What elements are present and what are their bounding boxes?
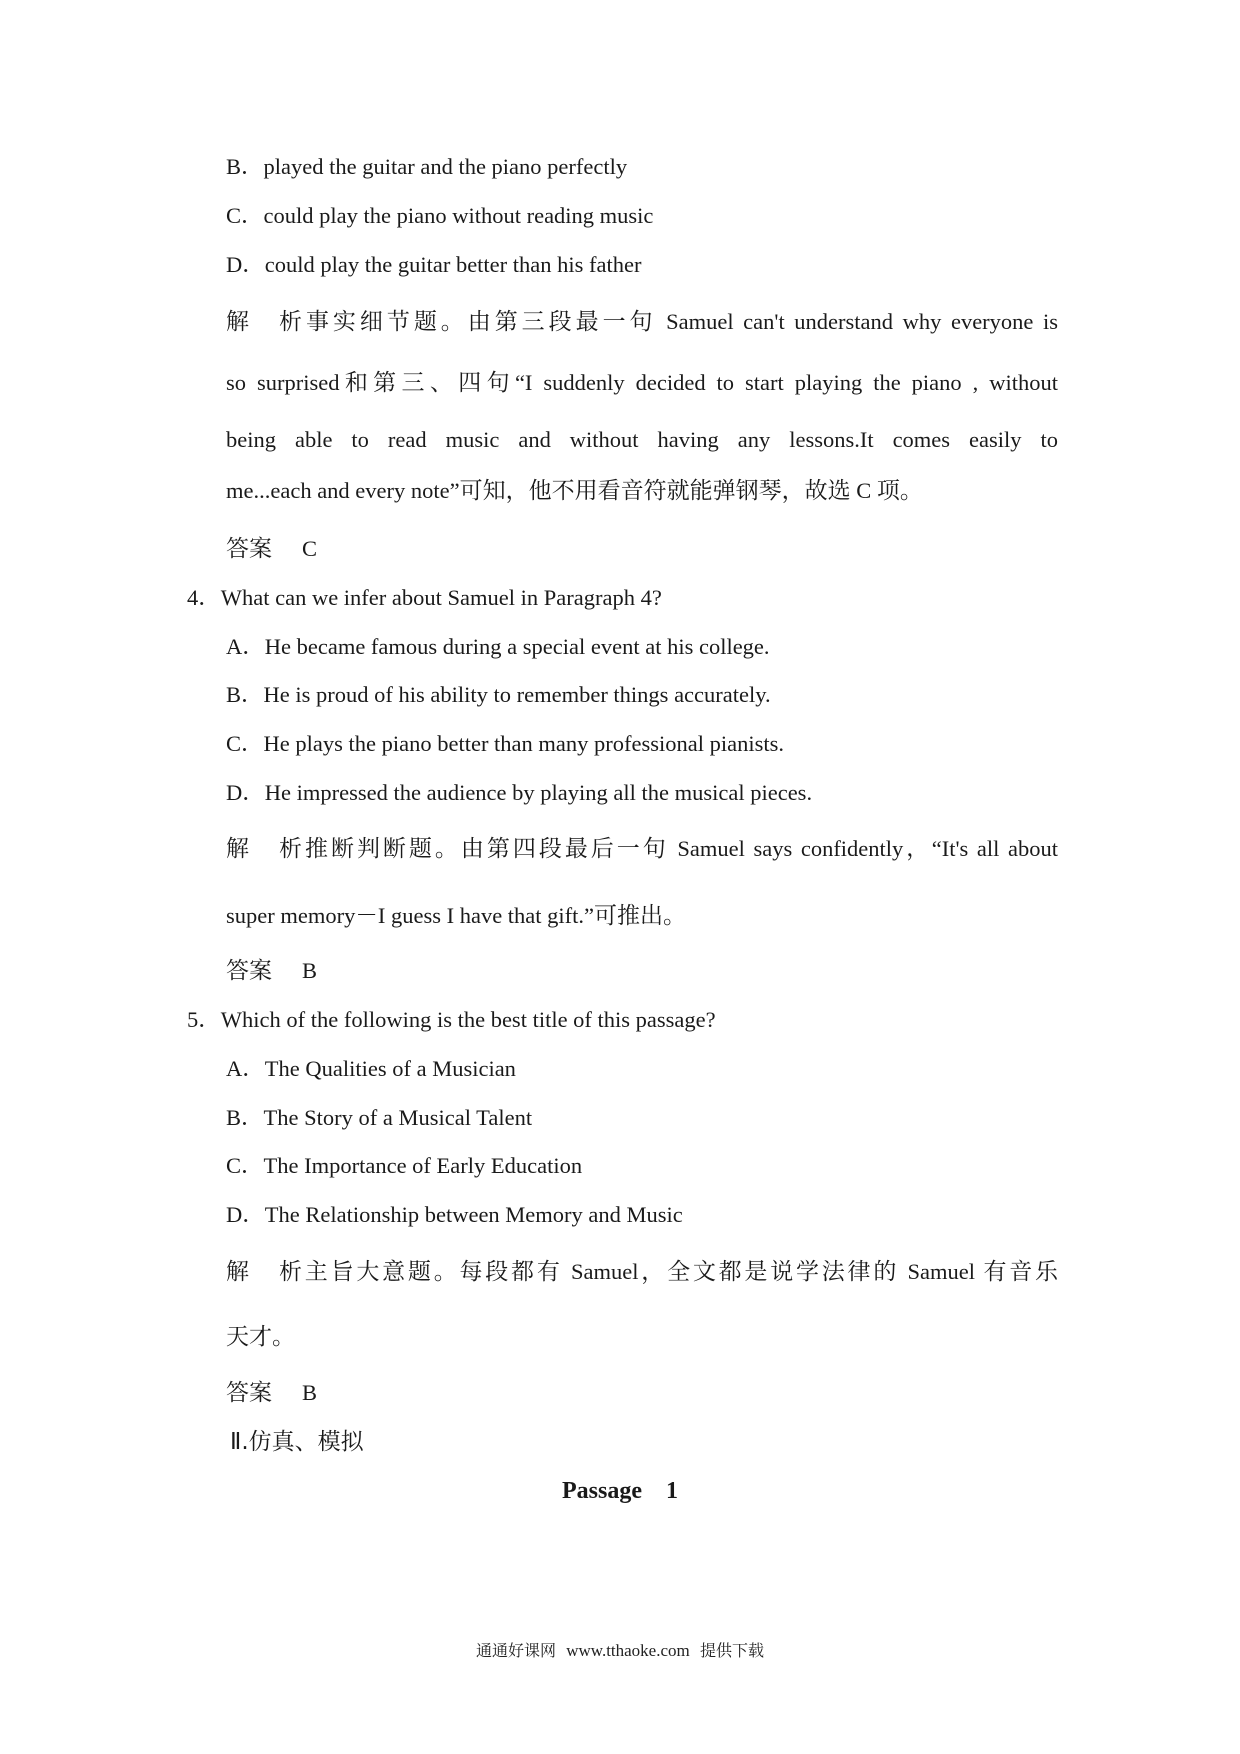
q5-option-c: C．The Importance of Early Education bbox=[226, 1153, 583, 1178]
q5-explanation-line-2: 天才。 bbox=[226, 1324, 295, 1350]
q4-option-a: A．He became famous during a special event at his college. bbox=[226, 634, 770, 659]
q5-option-d: D．The Relationship between Memory and Music bbox=[226, 1202, 683, 1227]
q3-explanation-line-4: me...each and every note”可知，他不用看音符就能弹钢琴，故选 C 项。 bbox=[226, 478, 923, 504]
answer-tag: 答案 bbox=[226, 1380, 272, 1406]
q3-option-b: B．played the guitar and the piano perfectly bbox=[226, 154, 628, 179]
q5-option-b: B．The Story of a Musical Talent bbox=[226, 1105, 533, 1130]
q4-option-c: C．He plays the piano better than many professional pianists. bbox=[226, 731, 785, 756]
answer-value: B bbox=[302, 958, 318, 983]
section-heading: Ⅱ.仿真、模拟 bbox=[230, 1429, 364, 1455]
q3-explanation-line-2: so surprised和第三、四句“I suddenly decided to start playing the piano , without bbox=[226, 370, 1058, 396]
q4-option-b: B．He is proud of his ability to remember things accurately. bbox=[226, 682, 771, 707]
q3-option-c: C．could play the piano without reading music bbox=[226, 203, 654, 228]
q4-answer bbox=[226, 956, 317, 986]
q5-option-a: A．The Qualities of a Musician bbox=[226, 1056, 516, 1081]
footer-site-name: 通通好课网 bbox=[476, 1641, 557, 1660]
q5-explanation-line-1: 解析主旨大意题。每段都有 Samuel，全文都是说学法律的 Samuel 有音乐 bbox=[226, 1259, 1059, 1285]
footer-suffix: 提供下载 bbox=[699, 1641, 764, 1660]
q3-explanation-line-3: being able to read music and without having any lessons.It comes easily to bbox=[226, 427, 1058, 452]
footer-url: www.tthaoke.com bbox=[566, 1641, 690, 1660]
q4-explanation-line-2: super memory－I guess I have that gift.”可推出。 bbox=[226, 903, 687, 929]
q3-option-d: D．could play the guitar better than his father bbox=[226, 252, 642, 277]
q4-stem: 4．What can we infer about Samuel in Paragraph 4? bbox=[187, 585, 662, 610]
answer-value: B bbox=[302, 1380, 318, 1405]
explanation-tag: 解析 bbox=[226, 309, 302, 335]
page-footer bbox=[0, 1640, 1240, 1662]
q5-answer bbox=[226, 1378, 317, 1408]
q3-answer bbox=[226, 534, 317, 564]
q4-explanation-line-1: 解析推断判断题。由第四段最后一句 Samuel says confidently，“It's all about bbox=[226, 836, 1059, 862]
q5-stem: 5．Which of the following is the best title of this passage? bbox=[187, 1007, 716, 1032]
answer-tag: 答案 bbox=[226, 958, 272, 984]
q4-option-d: D．He impressed the audience by playing all the musical pieces. bbox=[226, 780, 813, 805]
explanation-tag: 解析 bbox=[226, 1259, 302, 1285]
answer-value: C bbox=[302, 536, 318, 561]
answer-tag: 答案 bbox=[226, 536, 272, 562]
explanation-tag: 解析 bbox=[226, 836, 302, 862]
q3-explanation-line-1: 解析事实细节题。由第三段最一句 Samuel can't understand why everyone is bbox=[226, 309, 1059, 335]
passage-title: Passage 1 bbox=[562, 1478, 678, 1504]
